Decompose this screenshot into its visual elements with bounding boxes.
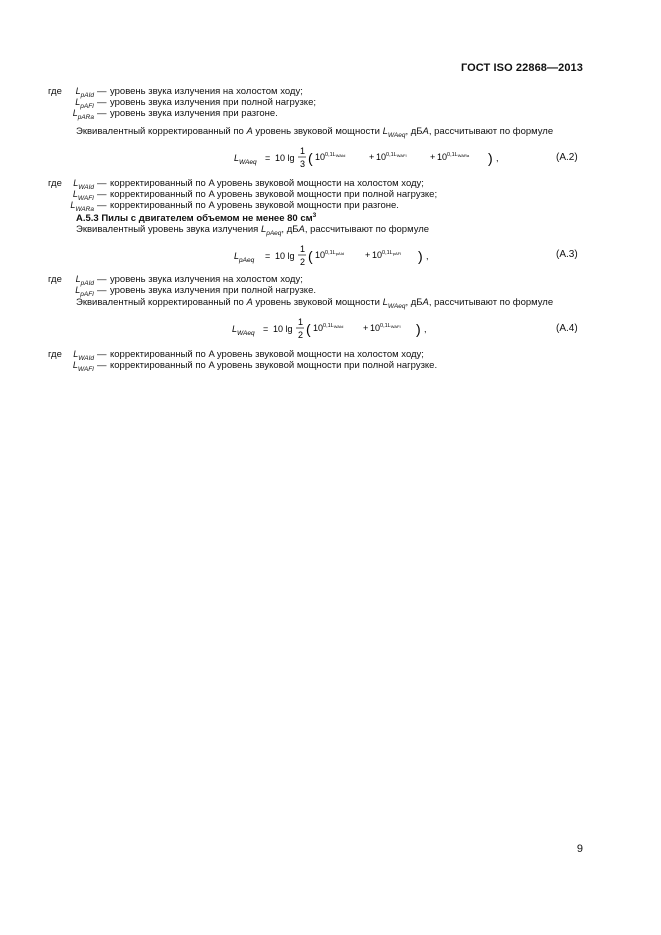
where-label: где xyxy=(48,349,62,360)
formula-a3 xyxy=(220,240,460,274)
definition-text: корректированный по A уровень звуковой мощности на холостом ходу; xyxy=(110,349,424,360)
dash: — xyxy=(97,285,107,296)
definition-text: уровень звука излучения при разгоне. xyxy=(110,108,278,119)
dash: — xyxy=(97,274,107,285)
equals: = xyxy=(265,251,271,261)
term-2: $10^{0,1L}pAFI$ xyxy=(372,250,402,260)
symbol: $L_{pAFI}$ xyxy=(75,97,94,110)
where-label: где xyxy=(48,86,62,97)
comma: , xyxy=(424,324,427,334)
formula-a4 xyxy=(220,313,460,347)
frac-num: 1 xyxy=(300,244,306,254)
symbol: $L_{WAId}$ xyxy=(73,178,94,191)
definition-text: уровень звука излучения на холостом ходу; xyxy=(110,274,303,285)
dash: — xyxy=(97,108,107,119)
definition-text: уровень звука излучения при полной нагрузке; xyxy=(110,97,316,108)
definition-text: корректированный по A уровень звуковой мощности при полной нагрузке. xyxy=(110,360,438,371)
definition-text: корректированный по A уровень звуковой мощности при полной нагрузке; xyxy=(110,189,438,200)
frac-num: 1 xyxy=(300,146,306,156)
definition-text: уровень звука излучения при полной нагрузке. xyxy=(110,285,316,296)
frac-den: 2 xyxy=(298,330,304,340)
where-label: где xyxy=(48,178,62,189)
comma: , xyxy=(496,153,499,163)
lhs: $L_{pAeq}$ xyxy=(234,251,255,264)
paragraph-3: Эквивалентный корректированный по A уровень звуковой мощности $L_{WAeq}$, дБA, рассчитывают по формуле xyxy=(76,297,554,310)
symbol: $L_{WAFI}$ xyxy=(72,360,94,373)
equals: = xyxy=(265,153,271,163)
open-paren: ( xyxy=(308,150,313,166)
symbol: $L_{pAId}$ xyxy=(75,274,94,287)
symbol: $L_{WAId}$ xyxy=(73,349,94,362)
definition-text: уровень звука излучения на холостом ходу; xyxy=(110,86,303,97)
dash: — xyxy=(97,349,107,360)
term-3: $10^{0,1L}WARa$ xyxy=(437,152,470,162)
close-paren: ) xyxy=(488,150,493,166)
dash: — xyxy=(97,200,107,211)
lhs: $L_{WAeq}$ xyxy=(232,324,255,337)
plus: + xyxy=(369,152,375,162)
symbol: $L_{pARa}$ xyxy=(72,108,94,121)
dash: — xyxy=(97,360,107,371)
standard-header: ГОСТ ISO 22868—2013 xyxy=(460,62,583,74)
paragraph-2: Эквивалентный уровень звука излучения $L_{pAeq}$, дБA, рассчитывают по формуле xyxy=(76,224,430,237)
coef: 10 lg xyxy=(275,153,295,163)
dash: — xyxy=(97,189,107,200)
formula-a4-svg xyxy=(220,313,460,347)
definition-text: корректированный по A уровень звуковой мощности на холостом ходу; xyxy=(110,178,424,189)
formula-a3-svg xyxy=(220,240,460,274)
symbol: $L_{pAId}$ xyxy=(75,86,94,99)
symbol: $L_{WAFI}$ xyxy=(72,189,94,202)
page-number: 9 xyxy=(576,843,583,855)
frac-num: 1 xyxy=(298,317,304,327)
coef: 10 lg xyxy=(273,324,293,334)
coef: 10 lg xyxy=(275,251,295,261)
close-paren: ) xyxy=(416,321,421,337)
close-paren: ) xyxy=(418,248,423,264)
dash: — xyxy=(97,97,107,108)
equation-number: (А.3) xyxy=(556,249,578,260)
equals: = xyxy=(263,324,269,334)
plus: + xyxy=(363,323,369,333)
term-1: $10^{0,1L}WAId$ xyxy=(313,323,344,333)
term-1: $10^{0,1L}WAId$ xyxy=(315,152,346,162)
paragraph-1: Эквивалентный корректированный по A уровень звуковой мощности $L_{WAeq}$, дБA, рассчитывают по формуле xyxy=(76,126,554,139)
term-2: $10^{0,1L}WAFI$ xyxy=(370,323,401,333)
term-2: $10^{0,1L}WAFI$ xyxy=(376,152,407,162)
equation-number: (А.4) xyxy=(556,323,578,334)
equation-number: (А.2) xyxy=(556,152,578,163)
section-heading: А.5.3 Пилы с двигателем объемом не менее 80 $см^3$ xyxy=(76,212,317,224)
frac-den: 3 xyxy=(300,159,306,169)
plus: + xyxy=(430,152,436,162)
lhs: $L_{WAeq}$ xyxy=(234,153,257,166)
comma: , xyxy=(426,251,429,261)
plus: + xyxy=(365,250,371,260)
dash: — xyxy=(97,86,107,97)
symbol: $L_{WARa}$ xyxy=(70,200,94,213)
symbol: $L_{pAFI}$ xyxy=(75,285,94,298)
where-label: где xyxy=(48,274,62,285)
term-1: $10^{0,1L}pAId$ xyxy=(315,250,344,260)
definition-text: корректированный по A уровень звуковой мощности при разгоне. xyxy=(110,200,399,211)
formula-a2-svg xyxy=(220,142,499,176)
open-paren: ( xyxy=(308,248,313,264)
dash: — xyxy=(97,178,107,189)
open-paren: ( xyxy=(306,321,311,337)
frac-den: 2 xyxy=(300,257,306,267)
formula-a2 xyxy=(220,142,499,176)
